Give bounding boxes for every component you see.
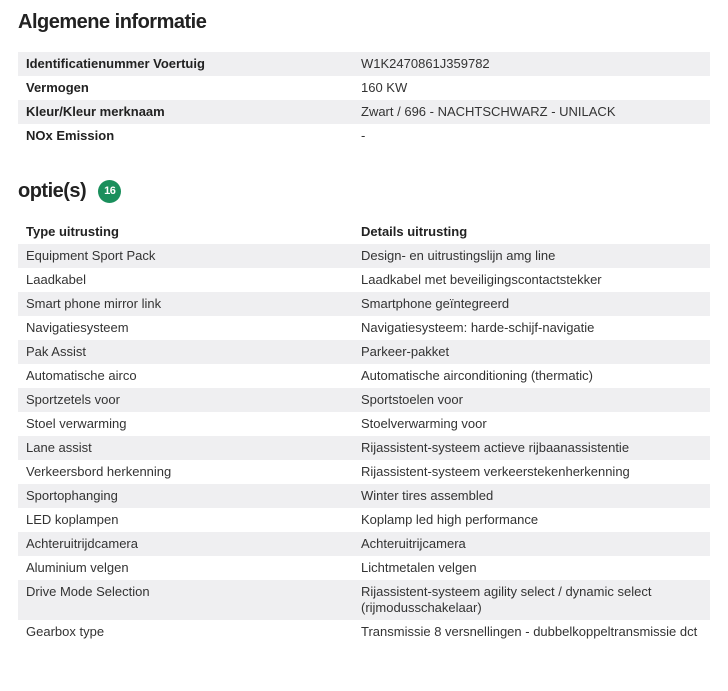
options-count-badge: 16 [98, 180, 121, 203]
option-type: Stoel verwarming [26, 416, 127, 431]
option-details: Sportstoelen voor [353, 388, 710, 412]
option-type: Automatische airco [26, 368, 137, 383]
info-value: W1K2470861J359782 [353, 52, 710, 76]
info-label: Vermogen [26, 80, 89, 95]
option-details: Koplamp led high performance [361, 512, 539, 527]
option-type: Smart phone mirror link [18, 292, 353, 316]
option-type: Navigatiesysteem [26, 320, 129, 335]
option-details: Smartphone geïntegreerd [353, 292, 710, 316]
header-type: Type uitrusting [26, 224, 119, 239]
option-row [18, 268, 710, 292]
option-type: Gearbox type [26, 624, 105, 639]
header-details: Details uitrusting [361, 224, 468, 239]
info-value: - [361, 128, 366, 143]
option-type: Sportzetels voor [18, 388, 353, 412]
general-info-title: Algemene informatie [18, 11, 207, 33]
info-value: Zwart / 696 - NACHTSCHWARZ - UNILACK [353, 100, 710, 124]
option-details: Rijassistent-systeem agility select / dynamic select (rijmodusschakelaar) [353, 580, 710, 620]
option-row [18, 436, 710, 460]
option-type: Sportophanging [18, 484, 353, 508]
option-details: Automatische airconditioning (thermatic) [361, 368, 593, 383]
info-label: Kleur/Kleur merknaam [18, 100, 353, 124]
option-details: Winter tires assembled [353, 484, 710, 508]
option-row [18, 412, 710, 436]
general-info-table [18, 52, 710, 148]
option-row [18, 388, 710, 412]
option-details: Transmissie 8 versnellingen - dubbelkoppeltransmissie dct [361, 624, 698, 639]
option-type: Verkeersbord herkenning [26, 464, 172, 479]
option-details: Laadkabel met beveiligingscontactstekker [361, 272, 602, 287]
option-type: Aluminium velgen [26, 560, 129, 575]
options-title-row [18, 180, 121, 203]
options-title: optie(s) [18, 180, 87, 202]
info-row [18, 76, 710, 100]
option-type: Equipment Sport Pack [18, 244, 353, 268]
info-label: Identificatienummer Voertuig [18, 52, 353, 76]
option-type: Achteruitrijdcamera [18, 532, 353, 556]
option-details: Stoelverwarming voor [361, 416, 487, 431]
option-row [18, 460, 710, 484]
option-row [18, 620, 710, 644]
option-row [18, 532, 710, 556]
option-row [18, 484, 710, 508]
option-details: Design- en uitrustingslijn amg line [353, 244, 710, 268]
option-type: Pak Assist [18, 340, 353, 364]
option-row [18, 364, 710, 388]
info-value: 160 KW [361, 80, 408, 95]
info-row [18, 124, 710, 148]
option-type: LED koplampen [26, 512, 119, 527]
option-row [18, 556, 710, 580]
option-row [18, 244, 710, 268]
option-details: Rijassistent-systeem actieve rijbaanassistentie [353, 436, 710, 460]
option-row [18, 508, 710, 532]
option-details: Lichtmetalen velgen [361, 560, 477, 575]
info-label: NOx Emission [26, 128, 115, 143]
info-row [18, 100, 710, 124]
option-type: Drive Mode Selection [18, 580, 353, 620]
option-row [18, 316, 710, 340]
option-details: Parkeer-pakket [353, 340, 710, 364]
option-details: Achteruitrijcamera [353, 532, 710, 556]
options-header-row [18, 220, 710, 244]
info-row [18, 52, 710, 76]
option-row [18, 340, 710, 364]
option-details: Navigatiesysteem: harde-schijf-navigatie [361, 320, 595, 335]
option-details: Rijassistent-systeem verkeerstekenherkenning [361, 464, 630, 479]
options-table [18, 220, 710, 644]
option-type: Lane assist [18, 436, 353, 460]
option-row [18, 292, 710, 316]
option-type: Laadkabel [26, 272, 86, 287]
option-row [18, 580, 710, 620]
